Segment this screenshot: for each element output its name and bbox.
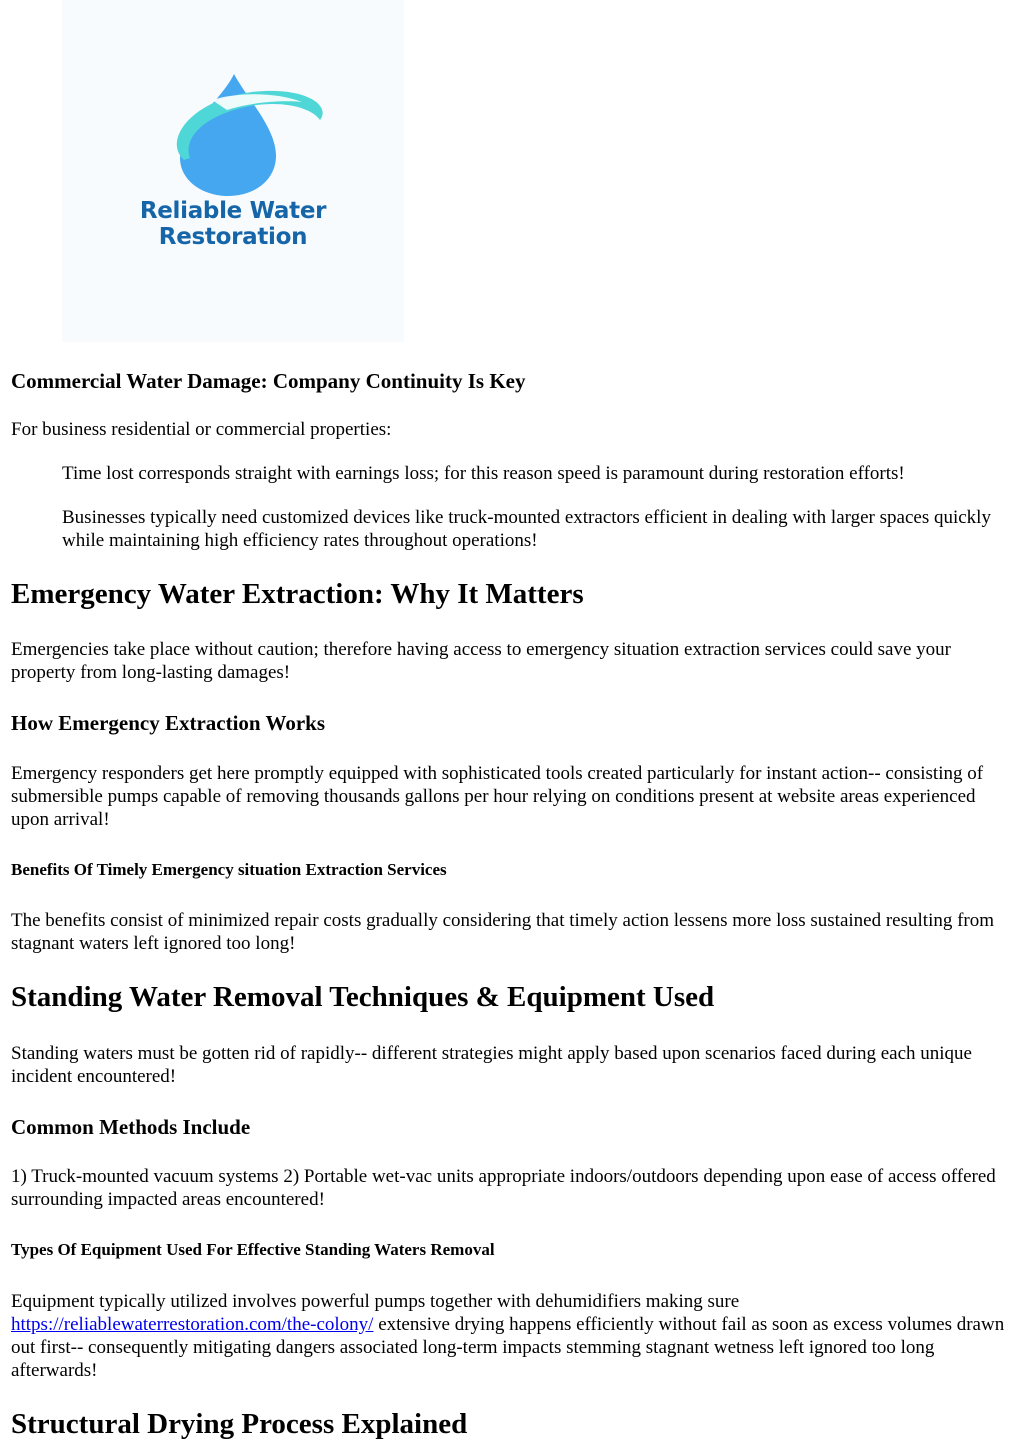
how-extraction-heading: How Emergency Extraction Works bbox=[11, 711, 325, 735]
standing-water-heading: Standing Water Removal Techniques & Equipment Used bbox=[11, 981, 715, 1013]
common-methods-heading: Common Methods Include bbox=[11, 1115, 251, 1139]
equipment-text-before-link: Equipment typically utilized involves powerful pumps together with dehumidifiers making sure bbox=[11, 1291, 740, 1312]
emergency-heading: Emergency Water Extraction: Why It Matters bbox=[11, 578, 584, 610]
standing-water-body: Standing waters must be gotten rid of rapidly-- different strategies might apply based upon scenarios faced during each unique incident encountered! bbox=[11, 1043, 972, 1087]
commercial-point-2: Businesses typically need customized devices like truck-mounted extractors efficient in dealing with larger spaces quickly while maintaining high efficiency rates throughout operations! bbox=[62, 507, 991, 551]
benefits-heading: Benefits Of Timely Emergency situation Extraction Services bbox=[11, 860, 447, 879]
benefits-body: The benefits consist of minimized repair costs gradually considering that timely action lessens more loss sustained resulting from stagnant waters left ignored too long! bbox=[11, 910, 995, 954]
commercial-intro: For business residential or commercial properties: bbox=[11, 419, 392, 440]
equipment-types-body bbox=[11, 1290, 1007, 1382]
water-drop-logo-icon bbox=[62, 0, 404, 200]
logo-line-2: Restoration bbox=[158, 224, 308, 250]
colony-page-link[interactable]: https://reliablewaterrestoration.com/the-colony/ bbox=[11, 1314, 374, 1335]
common-methods-body: 1) Truck-mounted vacuum systems 2) Portable wet-vac units appropriate indoors/outdoors depending upon ease of access offered surrounding impacted areas encountered! bbox=[11, 1166, 996, 1210]
commercial-point-1: Time lost corresponds straight with earnings loss; for this reason speed is paramount during restoration efforts! bbox=[62, 463, 905, 484]
equipment-types-heading: Types Of Equipment Used For Effective Standing Waters Removal bbox=[11, 1240, 495, 1259]
commercial-heading: Commercial Water Damage: Company Continuity Is Key bbox=[11, 369, 526, 393]
company-logo bbox=[62, 0, 404, 342]
emergency-body: Emergencies take place without caution; therefore having access to emergency situation extraction services could save your property from long-lasting damages! bbox=[11, 639, 951, 683]
structural-drying-heading: Structural Drying Process Explained bbox=[11, 1408, 468, 1440]
how-extraction-body: Emergency responders get here promptly equipped with sophisticated tools created particularly for instant action-- consisting of submersible pumps capable of removing thousands gallons per hour relying on conditions present at website areas experienced upon arrival! bbox=[11, 763, 984, 830]
equipment-text-after-link: extensive drying happens efficiently without fail as soon as excess volumes drawn out first-- consequently mitigating dangers associated long-term impacts stemming stagnant wetness left ignored too long afterwards! bbox=[11, 1314, 1005, 1381]
logo-line-1: Reliable Water bbox=[139, 198, 327, 224]
